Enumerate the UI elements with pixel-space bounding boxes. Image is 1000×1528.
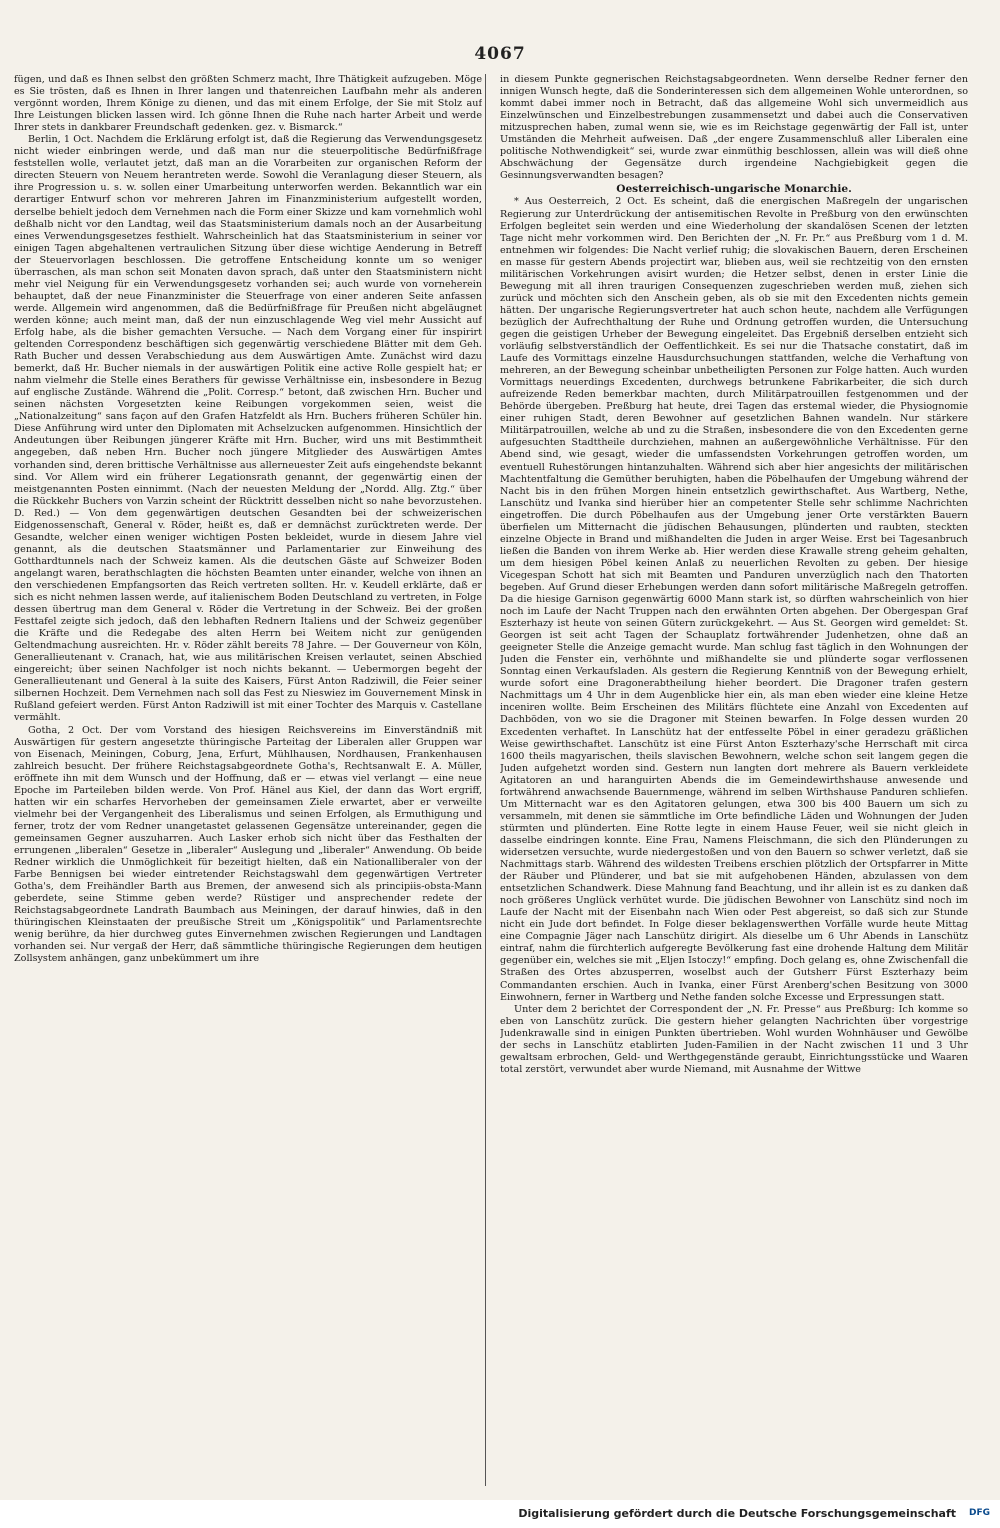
article-paragraph: in diesem Punkte gegnerischen Reichstagsabgeordneten. Wenn derselbe Redner ferner den innigen Wunsch hegte, daß die Sonderinteressen sich dem allgemeinen Wohle unterordnen, so kommt dabei immer noch in Betracht, daß das allgemeine Wohl sich unvermeidlich aus Einzelwünschen und Einzelbestrebungen zusammensetzt und dabei auch die Conservativen mitzusprechen haben, zumal wenn sie, wie es im Reichstage gegenwärtig der Fall ist, unter Umständen die Mehrheit aufweisen. Daß „der engere Zusammenschluß aller Liberalen eine politische Nothwendigkeit“ sei, wurde zwar einmüthig beschlossen, allein was will dieß ohne Abschwächung der Gegensätze durch irgendeine Nachgiebigkeit gegen die Gesinnungsverwandten besagen? [500, 74, 968, 182]
article-paragraph-oesterreich: * Aus Oesterreich, 2 Oct. Es scheint, daß die energischen Maßregeln der ungarischen Regierung zur Unterdrückung der antisemitischen Revolte in Preßburg von den erwünschten Erfolgen begleitet sein werden und eine Wiederholung der skandalösen Scenen der letzten Tage nicht mehr vorkommen wird. Den Berichten der „N. Fr. Pr.“ aus Preßburg vom 1 d. M. entnehmen wir folgendes: Die Nacht verlief ruhig; die slovakischen Bauern, deren Erscheinen en masse für gestern Abends projectirt war, blieben aus, weil sie rechtzeitig von den ernsten militärischen Vorkehrungen avisirt wurden; die Hetzer selbst, denen in erster Linie die Bewegung mit all ihren traurigen Consequenzen zugeschrieben werden muß, ziehen sich zurück und möchten sich den Anschein geben, als ob sie mit den Excedenten nichts gemein hätten. Der ungarische Regierungsvertreter hat auch schon heute, nachdem alle Verfügungen bezüglich der Aufrechthaltung der Ruhe und Ordnung getroffen wurden, die Untersuchung gegen die geistigen Urheber der Bewegung eingeleitet. Das Ergebniß derselben entzieht sich vorläufig selbstverständlich der Oeffentlichkeit. Es sei nur die Thatsache constatirt, daß im Laufe des Vormittags einzelne Hausdurchsuchungen stattfanden, welche die Verhaftung von mehreren, an der Bewegung scheinbar unbetheiligten Personen zur Folge hatten. Auch wurden Vormittags neuerdings Excedenten, durchwegs betrunkene Fabrikarbeiter, die sich durch aufreizende Reden bemerkbar machten, durch Militärpatrouillen festgenommen und der Behörde übergeben. Preßburg hat heute, drei Tagen das erstemal wieder, die Physiognomie einer ruhigen Stadt, deren Bewohner auf gesetzlichen Bahnen wandeln. Nur stärkere Militärpatrouillen, welche ab und zu die Straßen, insbesondere die von den Excedenten gerne aufgesuchten Stadttheile durchziehen, mahnen an außergewöhnliche Verhältnisse. Für den Abend sind, wie gesagt, wieder die umfassendsten Vorkehrungen getroffen worden, um eventuell Ruhestörungen hintanzuhalten. Während sich aber hier angesichts der militärischen Machtentfaltung die Gemüther beruhigten, haben die Pöbelhaufen der Umgebung während der Nacht bis in den frühen Morgen hinein entsetzlich gewirthschaftet. Aus Wartberg, Nethe, Lanschütz und Ivanka sind hierüber hier an competenter Stelle sehr schlimme Nachrichten eingetroffen. Die durch Pöbelhaufen aus der Umgebung jener Orte verstärkten Bauern überfielen um Mitternacht die jüdischen Behausungen, plünderten und raubten, steckten einzelne Objecte in Brand und mißhandelten die Juden in arger Weise. Erst bei Tagesanbruch ließen die Banden von ihrem Werke ab. Hier werden diese Krawalle streng geheim gehalten, um dem hiesigen Pöbel keinen Anlaß zu neuerlichen Revolten zu geben. Der hiesige Vicegespan Schott hat sich mit Beamten und Panduren unverzüglich nach den Thatorten begeben. Auf Grund dieser Erhebungen werden dann sofort militärische Maßregeln getroffen. Da die hiesige Garnison gegenwärtig 6000 Mann stark ist, so dürften wahrscheinlich von hier noch im Laufe der Nacht Truppen nach den erwähnten Orten abgehen. Der Obergespan Graf Eszterhazy ist heute von seinen Gütern zurückgekehrt. — Aus St. Georgen wird gemeldet: St. Georgen ist seit acht Tagen der Schauplatz fortwährender Judenhetzen, ohne daß an geeigneter Stelle die Anzeige gemacht wurde. Man schlug fast täglich in den Wohnungen der Juden die Fenster ein, verhöhnte und mißhandelte sie und plünderte sogar verflossenen Sonntag einen Verkaufsladen. Als gestern die Regierung Kenntniß von der Bewegung erhielt, wurde sofort eine Dragonerabtheilung hieher beordert. Die Dragoner trafen gestern Nachmittags um 4 Uhr in dem Augenblicke hier ein, als man eben wieder eine kleine Hetze inceniren wollte. Beim Erscheinen des Militärs flüchtete eine Anzahl von Excedenten auf Dachböden, von wo sie die Dragoner mit Steinen bewarfen. In Folge dessen wurden 20 Excedenten verhaftet. In Lanschütz hat der entfesselte Pöbel in einer geradezu gräßlichen Weise gewirthschaftet. Lanschütz ist eine Fürst Anton Eszterhazy'sche Herrschaft mit circa 1600 theils magyarischen, theils slavischen Bewohnern, welche schon seit langem gegen die Juden aufgehetzt worden sind. Gestern nun langten dort mehrere als Bauern verkleidete Agitatoren an und haranguirten Abends die im Gemeindewirthshause anwesende und fortwährend anwachsende Bauernmenge, während im selben Wirthshause Panduren schliefen. Um Mitternacht war es den Agitatoren gelungen, etwa 300 bis 400 Bauern um sich zu versammeln, mit denen sie sämmtliche im Orte befindliche Läden und Wohnungen der Juden stürmten und plünderten. Eine Rotte legte in einem Hause Feuer, weil sie nicht gleich in dasselbe eindringen konnte. Eine Frau, Namens Fleischmann, die sich den Plünderungen zu widersetzen versuchte, wurde niedergestoßen und von den Bauern so schwer verletzt, daß sie Nachmittags starb. Während des wildesten Treibens erschien plötzlich der Ortspfarrer in Mitte der Räuber und Plünderer, und bat sie mit aufgehobenen Händen, abzulassen von dem entsetzlichen Schandwerk. Diese Mahnung fand Beachtung, und ihr allein ist es zu danken daß noch größeres Unglück verhütet wurde. Die jüdischen Bewohner von Lanschütz sind noch im Laufe der Nacht mit der Eisenbahn nach Wien oder Pest abgereist, so daß sich zur Stunde nicht ein Jude dort befindet. In Folge dieser beklagenswerthen Vorfälle wurde heute Mittag eine Compagnie Jäger nach Lanschütz dirigirt. Als dieselbe um 6 Uhr Abends in Lanschütz eintraf, nahm die fürchterlich aufgeregte Bevölkerung fast eine drohende Haltung dem Militär gegenüber ein, welches sie mit „Eljen Istoczy!“ empfing. Doch gelang es, ohne Zwischenfall die Straßen des Ortes abzusperren, woselbst auch der Gutsherr Fürst Eszterhazy beim Commandanten erschien. Auch in Ivanka, einer Fürst Arenberg'schen Besitzung von 3000 Einwohnern, ferner in Wartberg und Nethe fanden solche Excesse und Erpressungen statt. [500, 196, 968, 1003]
article-paragraph-gotha: Gotha, 2 Oct. Der vom Vorstand des hiesigen Reichsvereins im Einverständniß mit Auswärtigen für gestern angesetzte thüringische Parteitag der Liberalen aller Gruppen war von Eisenach, Meiningen, Coburg, Jena, Erfurt, Mühlhausen, Nordhausen, Frankenhausen zahlreich besucht. Der frühere Reichstagsabgeordnete Gotha's, Rechtsanwalt E. A. Müller, eröffnete ihn mit dem Wunsch und der Hoffnung, daß er — etwas viel verlangt — eine neue Epoche im Parteileben bilden werde. Von Prof. Hänel aus Kiel, der dann das Wort ergriff, hatten wir ein scharfes Hervorheben der gemeinsamen Ziele erwartet, aber er verweilte vielmehr bei der Vergangenheit des Liberalismus und seinen Erfolgen, als Ermuthigung und ferner, trotz der vom Redner unangetastet gelassenen Gegensätze untereinander, gegen die gemeinsamen Gegner auszuharren. Auch Lasker erhob sich nicht über das Festhalten der errungenen „liberalen“ Gesetze in „liberaler“ Auslegung und „liberaler“ Anwendung. Ob beide Redner wirklich die Unmöglichkeit für bezeitigt hielten, daß ein Nationalliberaler von der Farbe Bennigsen bei wieder eintretender Reichstagswahl dem gegenwärtigen Vertreter Gotha's, dem Freihändler Barth aus Bremen, der anwesend sich als principiis-obsta-Mann geberdete, seine Stimme geben werde? Rüstiger und ansprechender redete der Reichstagsabgeordnete Landrath Baumbach aus Meiningen, der darauf hinwies, daß in den thüringischen Kleinstaaten der preußische Streit um „Königspolitik“ und Parlamentsrechte wenig berühre, da hier durchweg gutes Einvernehmen zwischen Regierungen und Landtagen vorhanden sei. Nur vergaß der Herr, daß sämmtliche thüringische Regierungen dem heutigen Zollsystem anhängen, ganz unbekümmert um ihre [14, 724, 482, 965]
section-heading: Oesterreichisch-ungarische Monarchie. [616, 183, 852, 196]
article-paragraph-pressburg: Unter dem 2 berichtet der Correspondent der „N. Fr. Presse“ aus Preßburg: Ich komme so eben von Lanschütz zurück. Die gestern hieher gelangten Nachrichten über vorgestrige Judenkrawalle sind in einigen Punkten übertrieben. Wohl wurden Wohnhäuser und Gewölbe der sechs in Lanschütz etablirten Juden-Familien in der Nacht zwischen 11 und 3 Uhr gewaltsam erbrochen, Geld- und Werthgegenstände geraubt, Einrichtungsstücke und Waaren total zerstört, verwundet aber wurde Niemand, mit Ausnahme der Wittwe [500, 1003, 968, 1075]
dfg-logo: DFG [968, 1508, 990, 1518]
article-paragraph: fügen, und daß es Ihnen selbst den größten Schmerz macht, Ihre Thätigkeit aufzugeben. Möge es Sie trösten, daß es Ihnen in Ihrer langen und thatenreichen Laufbahn mehr als anderen vergönnt worden, Ihrem Könige zu dienen, und das mit einem Erfolge, der Sie mit Stolz auf Ihre Leistungen blicken lassen wird. Ich gönne Ihnen die Ruhe nach harter Arbeit und werde Ihrer stets in dankbarer Freundschaft gedenken. gez. v. Bismarck.“ [14, 74, 482, 134]
page-number: 4067 [474, 44, 526, 64]
right-column [500, 74, 968, 1488]
article-paragraph-berlin: Berlin, 1 Oct. Nachdem die Erklärung erfolgt ist, daß die Regierung das Verwendungsgesetz nicht wieder einbringen werde, und daß man nur die steuerpolitische Bedürfnißfrage feststellen wolle, verlautet jetzt, daß man an die Vorarbeiten zur organischen Reform der directen Steuern von Neuem herantreten werde. Sowohl die Veranlagung dieser Steuern, als ihre Progression u. s. w. sollen einer Umarbeitung unterworfen werden. Bekanntlich war ein derartiger Entwurf schon vor mehreren Jahren im Finanzministerium aufgestellt worden, derselbe behielt jedoch dem Vernehmen nach die Form einer Skizze und kam vornehmlich wohl deßhalb nicht vor den Landtag, weil das Staatsministerium damals noch an der Ausarbeitung eines Verwendungsgesetzes festhielt. Wahrscheinlich hat das Staatsministerium in seiner vor einigen Tagen abgehaltenen vertraulichen Sitzung über diese wichtige Aenderung in Betreff der Steuervorlagen beschlossen. Die getroffene Entscheidung konnte um so weniger überraschen, als man schon seit Monaten davon sprach, daß unter den Staatsministern nicht mehr viel Neigung für ein Verwendungsgesetz vorhanden sei; auch wurde von vorneherein behauptet, daß der neue Finanzminister die Steuerfrage von einer anderen Seite anfassen werde. Allgemein wird angenommen, daß die Bedürfnißfrage für Preußen nicht abgeläugnet werden könne; auch meint man, daß der nun einzuschlagende Weg viel mehr Aussicht auf Erfolg habe, als die bisher gemachten Versuche. — Nach dem Vorgang einer für inspirirt geltenden Correspondenz beschäftigen sich gegenwärtig verschiedene Blätter mit dem Geh. Rath Bucher und dessen Verabschiedung aus dem Auswärtigen Amte. Zunächst wird dazu bemerkt, daß Hr. Bucher niemals in der auswärtigen Politik eine active Rolle gespielt hat; er nahm vielmehr die Stelle eines Berathers für gewisse Verhältnisse ein, insbesondere in Bezug auf englische Zustände. Während die „Polit. Corresp.“ betont, daß zwischen Hrn. Bucher und seinen nächsten Vorgesetzten keine Reibungen vorgekommen seien, weist die „Nationalzeitung“ sans façon auf den Grafen Hatzfeldt als Hrn. Buchers früheren Schüler hin. Diese Anführung wird unter den Diplomaten mit Achselzucken aufgenommen. Hinsichtlich der Andeutungen über Reibungen jüngerer Kräfte mit Hrn. Bucher, wird uns mit Bestimmtheit angegeben, daß neben Hrn. Bucher noch jüngere Mitglieder des Auswärtigen Amtes vorhanden sind, deren brittische Verhältnisse aus allerneuester Zeit aufs eingehendste bekannt sind. Vor Allem wird ein früherer Legationsrath genannt, der gegenwärtig einen der meistgenannten Posten einnimmt. (Nach der neuesten Meldung der „Nordd. Allg. Ztg.“ über die Rückkehr Buchers von Varzin scheint der Rücktritt desselben nicht so nahe bevorzustehen. D. Red.) — Von dem gegenwärtigen deutschen Gesandten bei der schweizerischen Eidgenossenschaft, General v. Röder, heißt es, daß er demnächst zurücktreten werde. Der Gesandte, welcher einen weniger wichtigen Posten bekleidet, wurde in diesem Jahre viel genannt, als die deutschen Staatsmänner und Parlamentarier zur Einweihung des Gotthardtunnels nach der Schweiz kamen. Als die deutschen Gäste auf Schweizer Boden angelangt waren, berathschlagten die höchsten Beamten unter einander, welche von ihnen an den verschiedenen Empfangsorten das Reich vertreten sollten. Hr. v. Keudell erklärte, daß er sich es nicht nehmen lassen werde, auf italienischem Boden Deutschland zu vertreten, in Folge dessen übertrug man dem General v. Röder die Vertretung in der Schweiz. Bei der großen Festtafel zeigte sich jedoch, daß den lebhaften Rednern Italiens und der Schweiz gegenüber die Kräfte und die Redegabe des alten Herrn bei Weitem nicht zur genügenden Geltendmachung ausreichten. Hr. v. Röder zählt bereits 78 Jahre. — Der Gouverneur von Köln, Generallieutenant v. Cranach, hat, wie aus militärischen Kreisen verlautet, seinen Abschied eingereicht; über seinen Nachfolger ist noch nichts bekannt. — Uebermorgen begeht der Generallieutenant und General à la suite des Kaisers, Fürst Anton Radziwill, die Feier seiner silbernen Hochzeit. Dem Vernehmen nach soll das Fest zu Nieswiez im Gouvernement Minsk in Rußland gefeiert werden. Fürst Anton Radziwill ist mit einer Tochter des Marquis v. Castellane vermählt. [14, 134, 482, 724]
left-column [14, 74, 482, 1488]
footer-bar [0, 1500, 1000, 1528]
column-divider [485, 74, 486, 1486]
funding-note: Digitalisierung gefördert durch die Deutsche Forschungsgemeinschaft [518, 1507, 956, 1520]
